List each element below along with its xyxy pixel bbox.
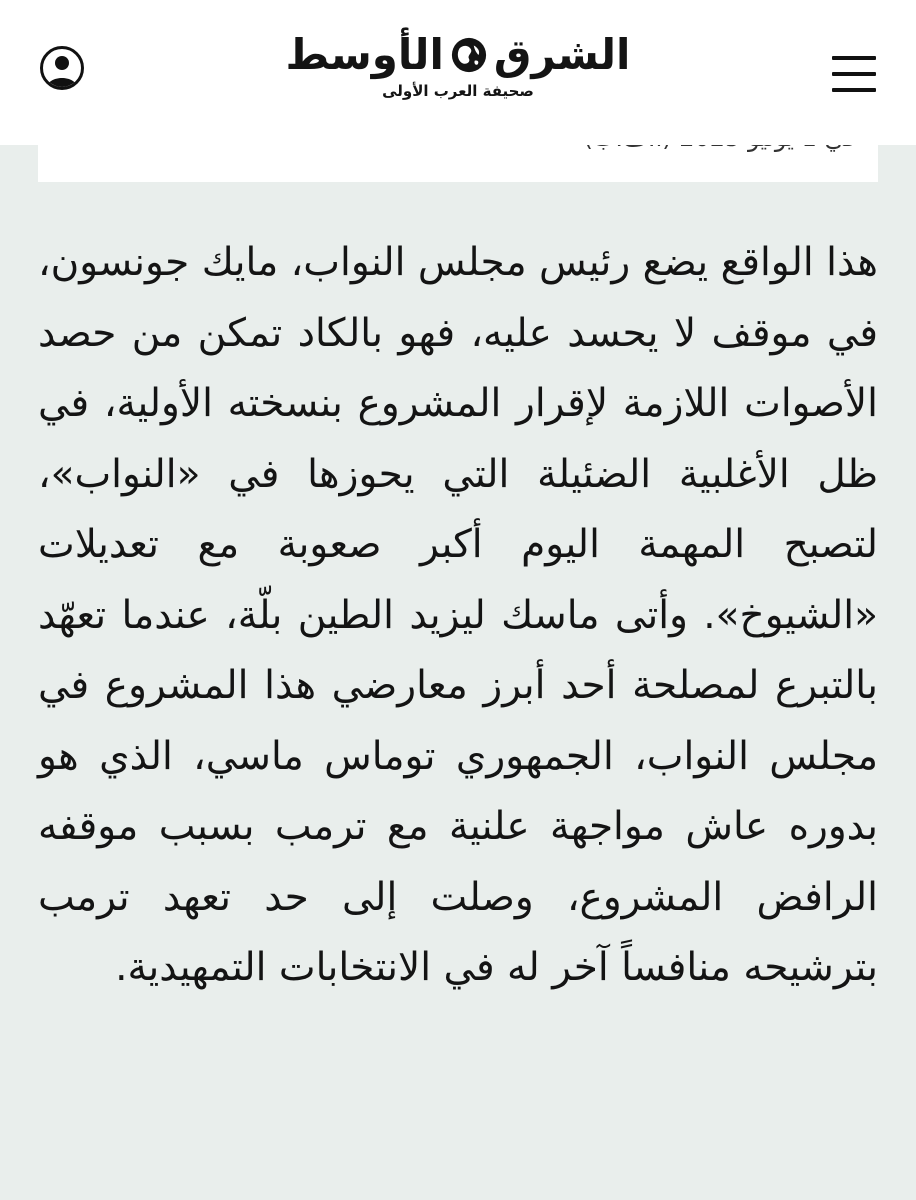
site-header [0, 0, 916, 145]
logo-word-alawsat: الأوسط [285, 29, 444, 79]
logo-tagline: صحيفة العرب الأولى [382, 81, 534, 100]
user-avatar-icon[interactable] [40, 46, 84, 90]
logo-word-alsharq: الشرق [493, 29, 631, 79]
menu-bar-middle [832, 72, 876, 76]
logo-title [285, 29, 631, 79]
globe-icon [450, 36, 488, 74]
menu-bar-top [832, 56, 876, 60]
article-paragraph: هذا الواقع يضع رئيس مجلس النواب، مايك جونسون، في موقف لا يحسد عليه، فهو بالكاد تمكن من حصد الأصوات اللازمة لإقرار المشروع بنسخته الأولية، في ظل الأغلبية الضئيلة التي يحوزها في «النواب»، لتصبح المهمة اليوم أكبر صعوبة مع تعديلات «الشيوخ». وأتى ماسك ليزيد الطين بلّة، عندما تعهّد بالتبرع لمصلحة أحد أبرز معارضي هذا المشروع في مجلس النواب، الجمهوري توماس ماسي، الذي هو بدوره عاش مواجهة علنية مع ترمب بسبب موقفه الرافض المشروع، وصلت إلى حد تعهد ترمب بترشيحه منافساً آخر له في الانتخابات التمهيدية. [38, 240, 878, 990]
hamburger-menu-icon[interactable] [832, 56, 876, 92]
site-logo[interactable] [285, 29, 631, 100]
menu-bar-bottom [832, 88, 876, 92]
